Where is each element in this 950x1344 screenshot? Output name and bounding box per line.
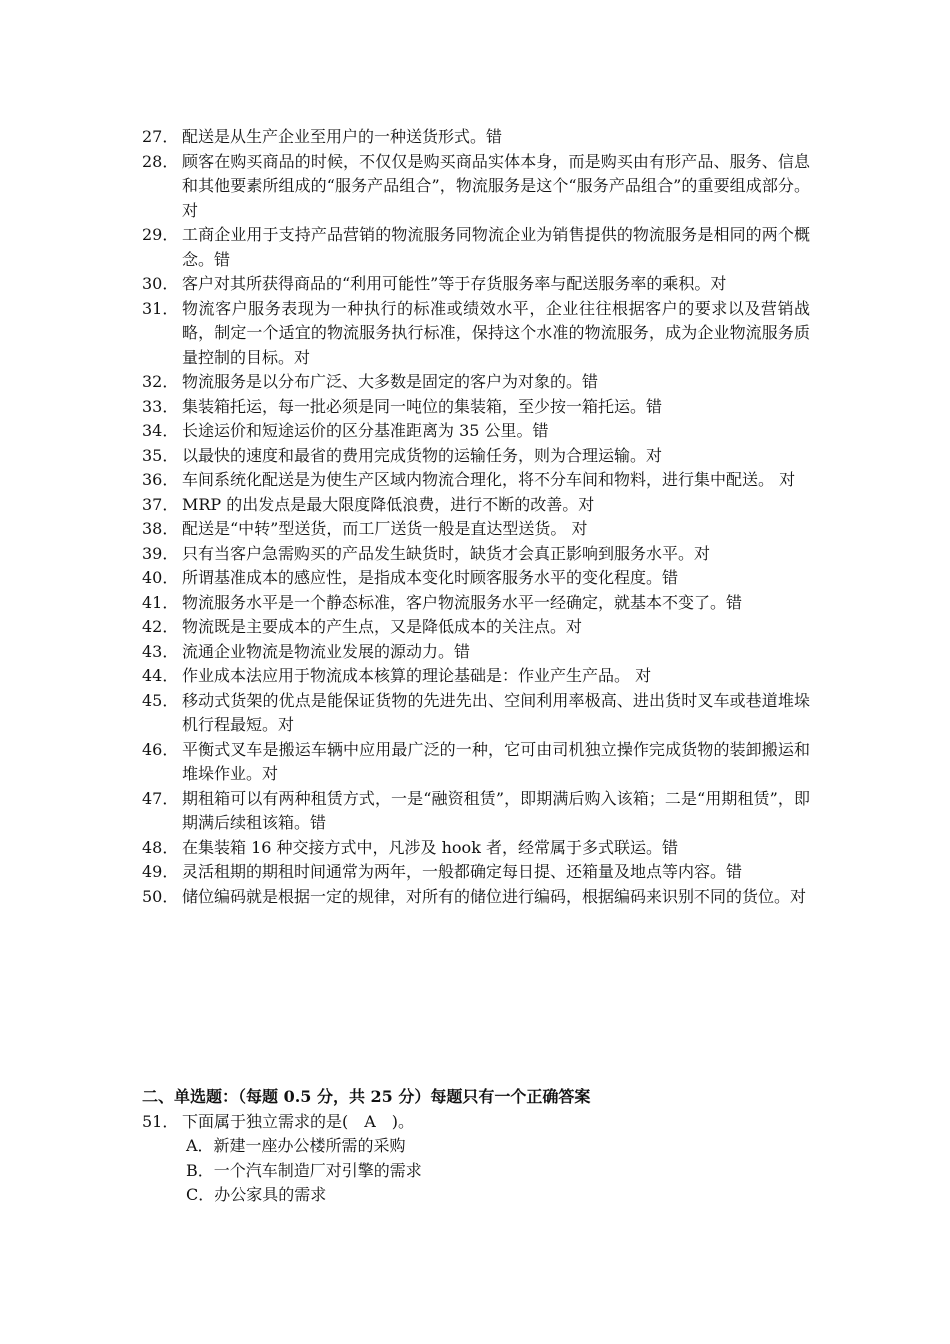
item-text: 顾客在购买商品的时候，不仅仅是购买商品实体本身，而是购买由有形产品、服务、信息和其他要素所组成的“服务产品组合”，物流服务是这个“服务产品组合”的重要组成部分。对 xyxy=(182,151,810,220)
item-text: 平衡式叉车是搬运车辆中应用最广泛的一种，它可由司机独立操作完成货物的装卸搬运和堆垛作业。对 xyxy=(182,739,810,783)
list-item xyxy=(142,370,810,395)
item-number: 33． xyxy=(142,396,179,416)
list-item xyxy=(142,517,810,542)
item-text: 在集装箱 16 种交接方式中，凡涉及 hook 者，经常属于多式联运。错 xyxy=(182,837,678,857)
question-item xyxy=(142,1110,810,1135)
item-number: 42． xyxy=(142,617,179,636)
list-item xyxy=(142,419,810,444)
true-false-list xyxy=(142,125,810,909)
item-text: 物流服务水平是一个静态标准，客户物流服务水平一经确定，就基本不变了。错 xyxy=(182,592,743,612)
item-text: 流通企业物流是物流业发展的源动力。错 xyxy=(182,641,471,661)
option-c: C．办公家具的需求 xyxy=(186,1185,327,1204)
list-item xyxy=(142,885,810,910)
item-text: 作业成本法应用于物流成本核算的理论基础是：作业产生产品。 对 xyxy=(182,666,652,685)
list-item xyxy=(142,836,810,861)
item-number: 30． xyxy=(142,274,179,293)
item-number: 41． xyxy=(142,592,179,612)
item-number: 32． xyxy=(142,372,179,391)
item-text: 储位编码就是根据一定的规律，对所有的储位进行编码，根据编码来识别不同的货位。对 xyxy=(182,886,807,906)
list-item xyxy=(142,444,810,469)
item-text: 期租箱可以有两种租赁方式，一是“融资租赁”，即期满后购入该箱；二是“用期租赁”，即期满后续租该箱。错 xyxy=(182,788,810,832)
list-item xyxy=(142,125,810,150)
answer-options xyxy=(142,1134,810,1208)
list-item xyxy=(142,272,810,297)
item-text: 集装箱托运，每一批必须是同一吨位的集装箱，至少按一箱托运。错 xyxy=(182,396,663,416)
list-item xyxy=(142,640,810,665)
item-text: 所谓基准成本的感应性，是指成本变化时顾客服务水平的变化程度。错 xyxy=(182,568,679,587)
list-item xyxy=(142,615,810,640)
item-text: 配送是“中转”型送货，而工厂送货一般是直达型送货。 对 xyxy=(182,519,588,538)
list-item xyxy=(142,150,810,224)
item-number: 38． xyxy=(142,519,179,538)
question-text: 下面属于独立需求的是( A )。 xyxy=(182,1111,415,1131)
question-number: 51． xyxy=(142,1111,179,1131)
item-number: 29． xyxy=(142,225,179,244)
list-item xyxy=(142,395,810,420)
item-number: 45． xyxy=(142,690,179,710)
list-item xyxy=(142,566,810,591)
item-number: 28． xyxy=(142,151,179,171)
item-number: 37． xyxy=(142,494,179,514)
list-item xyxy=(142,689,810,738)
item-number: 43． xyxy=(142,641,179,661)
item-number: 36． xyxy=(142,470,179,489)
item-number: 27． xyxy=(142,127,179,146)
list-item xyxy=(142,738,810,787)
option-a: A．新建一座办公楼所需的采购 xyxy=(186,1136,406,1155)
item-text: 长途运价和短途运价的区分基准距离为 35 公里。错 xyxy=(182,421,549,440)
item-text: 物流既是主要成本的产生点，又是降低成本的关注点。对 xyxy=(182,617,583,636)
item-number: 44． xyxy=(142,666,179,685)
item-text: 物流客户服务表现为一种执行的标准或绩效水平，企业往往根据客户的要求以及营销战略，制定一个适宜的物流服务执行标准，保持这个水准的物流服务，成为企业物流服务质量控制的目标。对 xyxy=(182,298,810,367)
list-item xyxy=(142,787,810,836)
list-item xyxy=(142,468,810,493)
item-number: 49． xyxy=(142,862,179,881)
item-text: MRP 的出发点是最大限度降低浪费，进行不断的改善。对 xyxy=(182,494,595,514)
single-choice-section xyxy=(142,1085,810,1208)
item-number: 35． xyxy=(142,445,179,465)
list-item xyxy=(142,860,810,885)
item-number: 50． xyxy=(142,886,179,906)
item-text: 物流服务是以分布广泛、大多数是固定的客户为对象的。错 xyxy=(182,372,599,391)
item-text: 灵活租期的期租时间通常为两年，一般都确定每日提、还箱量及地点等内容。错 xyxy=(182,862,743,881)
item-text: 工商企业用于支持产品营销的物流服务同物流企业为销售提供的物流服务是相同的两个概念。错 xyxy=(182,225,810,269)
list-item xyxy=(142,664,810,689)
item-number: 48． xyxy=(142,837,179,857)
option-b: B．一个汽车制造厂对引擎的需求 xyxy=(186,1160,422,1180)
item-text: 移动式货架的优点是能保证货物的先进先出、空间利用率极高、进出货时叉车或巷道堆垛机行程最短。对 xyxy=(182,690,810,734)
list-item xyxy=(142,542,810,567)
item-number: 39． xyxy=(142,543,179,563)
item-number: 47． xyxy=(142,788,179,808)
item-number: 34． xyxy=(142,421,179,440)
list-item xyxy=(142,493,810,518)
item-text: 客户对其所获得商品的“利用可能性”等于存货服务率与配送服务率的乘积。对 xyxy=(182,274,727,293)
list-item xyxy=(142,591,810,616)
item-number: 46． xyxy=(142,739,179,759)
list-item xyxy=(142,297,810,371)
section-heading: 二、单选题：（每题 0.5 分，共 25 分）每题只有一个正确答案 xyxy=(142,1087,591,1106)
item-text: 只有当客户急需购买的产品发生缺货时，缺货才会真正影响到服务水平。对 xyxy=(182,543,711,563)
item-number: 40． xyxy=(142,568,179,587)
item-text: 车间系统化配送是为使生产区域内物流合理化，将不分车间和物料，进行集中配送。 对 xyxy=(182,470,796,489)
item-text: 以最快的速度和最省的费用完成货物的运输任务，则为合理运输。对 xyxy=(182,445,663,465)
item-number: 31． xyxy=(142,298,179,318)
list-item xyxy=(142,223,810,272)
item-text: 配送是从生产企业至用户的一种送货形式。错 xyxy=(182,127,503,146)
